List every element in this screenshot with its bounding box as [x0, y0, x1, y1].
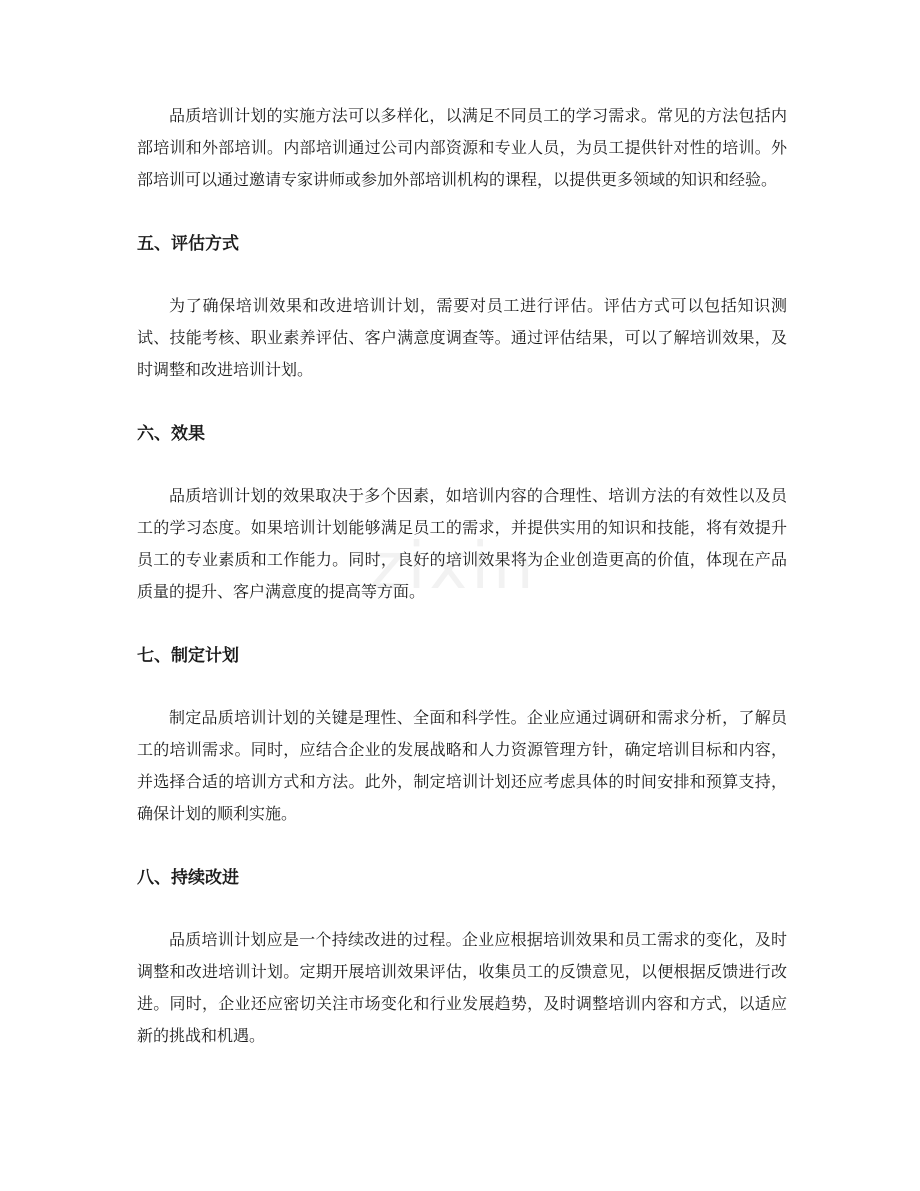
section-heading-effect: 六、效果	[137, 424, 205, 444]
section-body-effect: 品质培训计划的效果取决于多个因素，如培训内容的合理性、培训方法的有效性以及员工的学习态度。如果培训计划能够满足员工的需求，并提供实用的知识和技能，将有效提升员工的专业素质和工作能力。同时，良好的培训效果将为企业创造更高的价值，体现在产品质量的提升、客户满意度的提高等方面。	[137, 486, 787, 601]
section-body-improvement: 品质培训计划应是一个持续改进的过程。企业应根据培训效果和员工需求的变化，及时调整和改进培训计划。定期开展培训效果评估，收集员工的反馈意见，以便根据反馈进行改进。同时，企业还应密切关注市场变化和行业发展趋势，及时调整培训内容和方式，以适应新的挑战和机遇。	[137, 930, 787, 1045]
section-body-evaluation: 为了确保培训效果和改进培训计划，需要对员工进行评估。评估方式可以包括知识测试、技能考核、职业素养评估、客户满意度调查等。通过评估结果，可以了解培训效果，及时调整和改进培训计划。	[137, 296, 787, 379]
section-heading-improvement: 八、持续改进	[137, 868, 239, 888]
section-heading-plan: 七、制定计划	[137, 646, 239, 666]
watermark: zixin	[370, 530, 538, 604]
document-body	[137, 100, 787, 1052]
paragraph-intro: 品质培训计划的实施方法可以多样化，以满足不同员工的学习需求。常见的方法包括内部培训和外部培训。内部培训通过公司内部资源和专业人员，为员工提供针对性的培训。外部培训可以通过邀请专家讲师或参加外部培训机构的课程，以提供更多领域的知识和经验。	[137, 106, 787, 189]
section-body-plan: 制定品质培训计划的关键是理性、全面和科学性。企业应通过调研和需求分析，了解员工的培训需求。同时，应结合企业的发展战略和人力资源管理方针，确定培训目标和内容，并选择合适的培训方式和方法。此外，制定培训计划还应考虑具体的时间安排和预算支持，确保计划的顺利实施。	[137, 708, 787, 823]
section-heading-evaluation: 五、评估方式	[137, 234, 239, 254]
